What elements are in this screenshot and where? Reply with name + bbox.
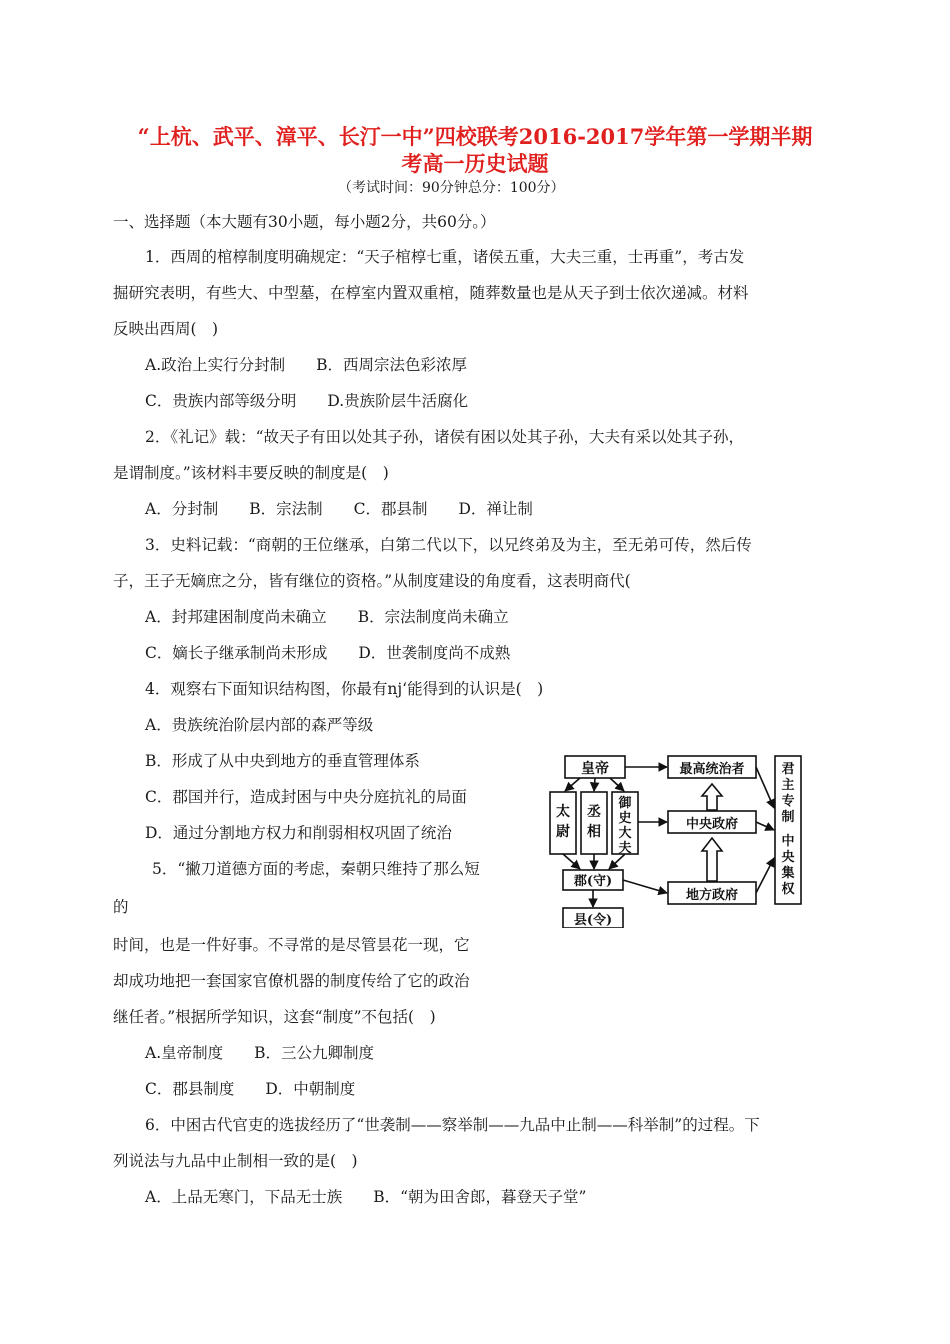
exam-title-line-1: “上杭、武平、漳平、长汀一中”四校联考2016-2017学年第一学期半期: [137, 124, 813, 149]
exam-title-line-2: 考高一历史试题: [401, 151, 549, 176]
label-summary-8: 权: [781, 882, 795, 897]
q4-stem: 4．观察右下面知识结构图，你最有nj‘能得到的认识是( ): [145, 680, 544, 698]
q5-stem-line-5: 继任者。”根据所学知识，这套“制度”不包括( ): [113, 1008, 436, 1026]
qin-political-structure-diagram: [535, 748, 820, 928]
label-chengxiang-2: 相: [587, 824, 601, 840]
box-taiwei: [550, 792, 576, 854]
q1-options-line-2: C．贵族内部等级分明 D.贵族阶层牛活腐化: [145, 392, 469, 410]
label-commandery: 郡(守): [573, 874, 613, 889]
label-yushi-2: 史: [618, 811, 632, 826]
q6-options-line-1: A．上品无寒门，下品无士族 B．“朝为田舍郎，暮登天子堂”: [145, 1188, 587, 1206]
label-summary-3: 专: [781, 794, 795, 809]
q1-stem-line-3: 反映出西周( ): [113, 320, 219, 338]
label-summary-5: 中: [781, 834, 795, 849]
label-yushi-4: 夫: [618, 841, 632, 856]
label-central-gov: 中央政府: [685, 817, 739, 832]
label-summary-2: 主: [781, 778, 795, 793]
q5-options-line-2: C．郡县制度 D．中朝制度: [145, 1080, 356, 1098]
label-local-gov: 地方政府: [685, 888, 739, 903]
label-chengxiang-1: 丞: [587, 804, 601, 820]
q5-stem-line-2: 的: [113, 898, 129, 916]
q6-stem-line-2: 列说法与九品中止制相一致的是( ): [113, 1152, 358, 1170]
q2-options: A．分封制 B．宗法制 C．郡县制 D．禅让制: [145, 500, 533, 518]
q4-option-b: B．形成了从中央到地方的垂直管理体系: [145, 752, 420, 770]
section-heading: 一、选择题（本大题有30小题，每小题2分，共60分。）: [113, 213, 496, 231]
q5-options-line-1: A.皇帝制度 B．三公九卿制度: [145, 1044, 375, 1062]
q3-options-line-1: A．封邦建困制度尚未确立 B．宗法制度尚未确立: [145, 608, 509, 626]
label-supreme-ruler: 最高统治者: [679, 762, 745, 777]
label-yushi-1: 御: [618, 796, 632, 811]
q3-stem-line-1: 3．史料记载：“商朝的王位继承，白第二代以下，以兄终弟及为主，至无弟可传，然后传: [145, 536, 752, 554]
q5-stem-line-4: 却成功地把一套国家官僚机器的制度传给了它的政治: [113, 972, 470, 990]
q2-stem-line-2: 是谓制度。”该材料丰要反映的制度是( ): [113, 464, 389, 482]
label-emperor: 皇帝: [581, 761, 609, 777]
q1-options-line-1: A.政治上实行分封制 B．西周宗法色彩浓厚: [145, 356, 468, 374]
box-chengxiang: [581, 792, 607, 854]
q3-stem-line-2: 子，王子无嫡庶之分，皆有继位的资格。”从制度建设的角度看，这表明商代(: [113, 572, 631, 590]
q6-stem-line-1: 6．中困古代官吏的选拔经历了“世袭制——察举制——九品中止制——科举制”的过程。下: [145, 1116, 760, 1134]
label-taiwei-2: 尉: [556, 824, 570, 840]
q3-options-line-2: C．嫡长子继承制尚未形成 D．世袭制度尚不成熟: [145, 644, 511, 662]
label-summary-1: 君: [781, 762, 795, 777]
q5-stem-line-3: 时间，也是一件好事。不寻常的是尽管昙花一现，它: [113, 936, 470, 954]
label-yushi-3: 大: [618, 826, 632, 841]
label-summary-4: 制: [781, 810, 795, 825]
q2-stem-line-1: 2．《礼记》载：“故天子有田以处其子孙，诸侯有困以处其子孙，大夫有采以处其子孙，: [145, 428, 745, 446]
q4-option-c: C．郡国并行，造成封困与中央分庭抗礼的局面: [145, 788, 467, 806]
q4-option-a: A．贵族统治阶层内部的森严等级: [145, 716, 374, 734]
exam-info: （考试时间：90分钟总分：100分）: [338, 180, 565, 196]
label-summary-6: 央: [781, 850, 795, 865]
label-taiwei-1: 太: [556, 804, 570, 820]
q1-stem-line-1: 1．西周的棺椁制度明确规定：“天子棺椁七重，诸侯五重，大夫三重，士再重”，考古发: [145, 248, 745, 266]
label-summary-7: 集: [781, 866, 795, 881]
label-county: 县(令): [573, 913, 613, 928]
q1-stem-line-2: 掘研究表明，有些大、中型墓，在椁室内置双重棺，随葬数量也是从天子到士依次递减。材料: [113, 284, 749, 302]
q5-stem-line-1: 5．“撇刀道德方面的考虑，秦朝只维持了那么短: [152, 860, 480, 878]
q4-option-d: D．通过分割地方权力和削弱相权巩固了统治: [145, 824, 452, 842]
